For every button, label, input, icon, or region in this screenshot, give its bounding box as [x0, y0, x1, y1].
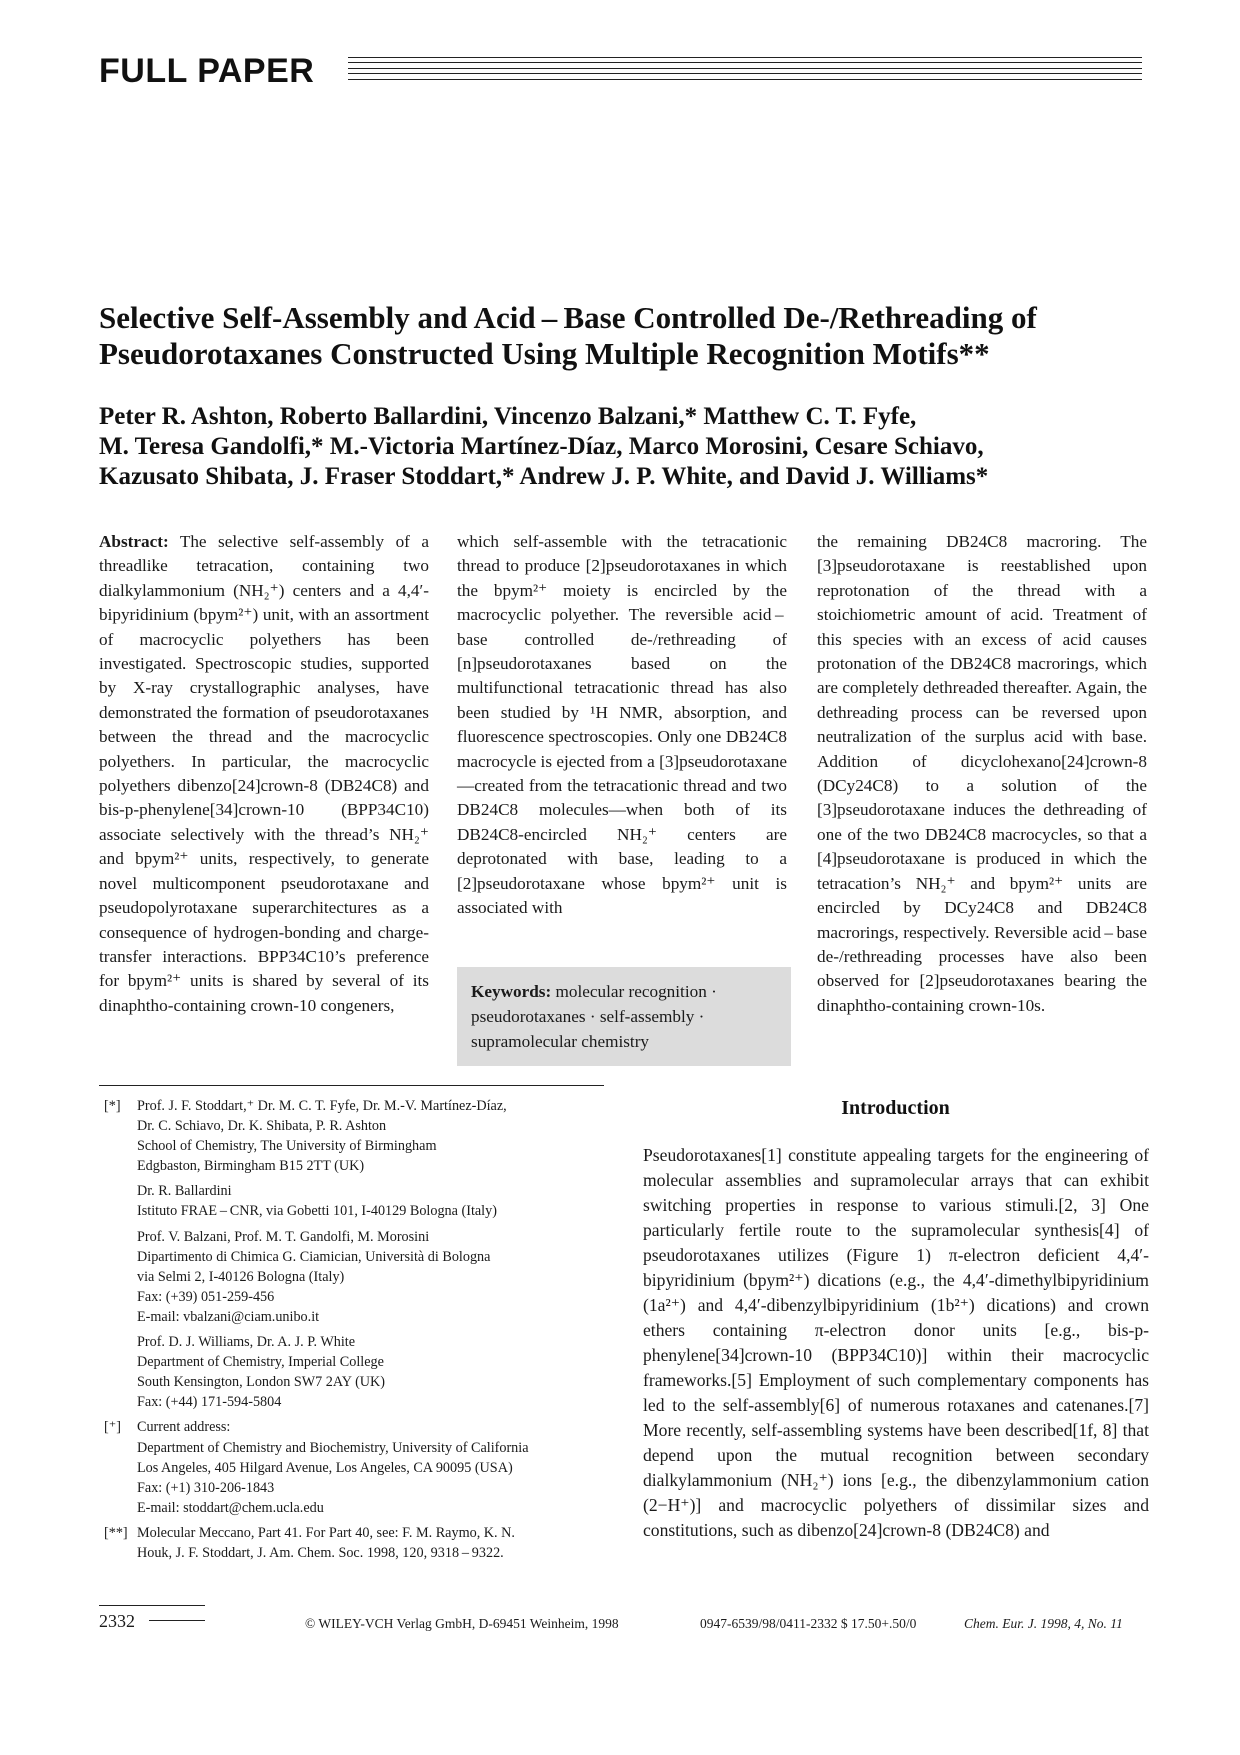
- section-label: FULL PAPER: [99, 52, 315, 90]
- introduction-text: [643, 1143, 1149, 1543]
- footnote-line: Dr. R. Ballardini: [137, 1183, 232, 1200]
- footnote-body: [137, 1523, 619, 1563]
- keywords-label: Keywords:: [471, 982, 552, 1001]
- footnote-line: Dipartimento di Chimica G. Ciamician, Università di Bologna: [137, 1248, 491, 1265]
- footnote-line: Houk, J. F. Stoddart, J. Am. Chem. Soc. 1998, 120, 9318 – 9322.: [137, 1544, 504, 1561]
- abstract-text: which self-assemble with the tetracationic thread to produce [2]pseudorotaxanes in which the bpym²⁺ moiety is encircled by the macrocyclic polyether. The reversible acid – base controlled de-/rethreading of [n]pseudorotaxanes based on the multifunctional tetracationic thread has also been studied by ¹H NMR, absorption, and fluorescence spectroscopies. Only one DB24C8 macrocycle is ejected from a [3]pseudorotaxane—created from the tetracationic thread and two DB24C8 molecules—when both of its DB24C8-encircled NH₂⁺ centers are deprotonated with base, leading to a [2]pseudorotaxane whose bpym²⁺ unit is associated with: [457, 532, 787, 918]
- footnote-line: Edgbaston, Birmingham B15 2TT (UK): [137, 1158, 365, 1175]
- footnote-line: Fax: (+44) 171-594-5804: [137, 1394, 282, 1411]
- footnote-body: [137, 1096, 619, 1412]
- footnote-line: Los Angeles, 405 Hilgard Avenue, Los Angeles, CA 90095 (USA): [137, 1459, 513, 1476]
- footnotes: [99, 1096, 619, 1568]
- issn-line: 0947-6539/98/0411-2332 $ 17.50+.50/0: [700, 1616, 917, 1631]
- paper-title: Selective Self-Assembly and Acid – Base Controlled De-/Rethreading of Pseudorotaxanes Constructed Using Multiple Recognition Motifs**: [99, 300, 1037, 371]
- footnote-line: E-mail: vbalzani@ciam.unibo.it: [137, 1308, 320, 1325]
- page-number: 2332: [99, 1611, 135, 1631]
- author-list: [99, 402, 1149, 492]
- footnote-mark: [**]: [104, 1524, 128, 1541]
- introduction-heading: Introduction: [841, 1097, 950, 1119]
- footnote-line: Fax: (+39) 051-259-456: [137, 1288, 275, 1305]
- abstract-text: The selective self-assembly of a threadlike tetracation, containing two dialkylammonium (NH₂⁺) centers and a 4,4′-bipyridinium (bpym²⁺) unit, with an assortment of macrocyclic polyethers has been investigated. Spectroscopic studies, supported by X-ray crystallographic analyses, have demonstrated the formation of pseudorotaxanes between the thread and the macrocyclic polyethers. In particular, the macrocyclic polyethers dibenzo[24]crown-8 (DB24C8) and bis-p-phenylene[34]crown-10 (BPP34C10) associate selectively with the thread’s NH₂⁺ and bpym²⁺ units, respectively, to generate novel multicomponent pseudorotaxane and pseudopolyrotaxane superarchitectures as a consequence of hydrogen-bonding and charge-transfer interactions. BPP34C10’s preference for bpym²⁺ units is shared by several of its dinaphtho-containing crown-10 congeners,: [99, 532, 429, 1015]
- keywords-box: [457, 967, 791, 1066]
- author-line: Peter R. Ashton, Roberto Ballardini, Vincenzo Balzani,* Matthew C. T. Fyfe,: [99, 403, 917, 430]
- footnote-line: Dr. C. Schiavo, Dr. K. Shibata, P. R. Ashton: [137, 1118, 387, 1135]
- header-rules: [348, 57, 1142, 85]
- abstract-column-3: [817, 530, 1147, 1018]
- footnote-line: Prof. J. F. Stoddart,⁺ Dr. M. C. T. Fyfe, Dr. M.-V. Martínez-Díaz,: [137, 1098, 507, 1114]
- footnote-mark: [*]: [104, 1098, 121, 1114]
- author-line: Kazusato Shibata, J. Fraser Stoddart,* Andrew J. P. White, and David J. Williams*: [99, 463, 989, 490]
- footnote-line: Istituto FRAE – CNR, via Gobetti 101, I-40129 Bologna (Italy): [137, 1203, 497, 1220]
- abstract-label: Abstract:: [99, 532, 169, 551]
- footnote: [99, 1417, 619, 1517]
- footnote-line: Prof. V. Balzani, Prof. M. T. Gandolfi, M. Morosini: [137, 1228, 430, 1245]
- footnote-mark: [⁺]: [104, 1419, 121, 1436]
- footnote-line: Department of Chemistry, Imperial College: [137, 1354, 384, 1371]
- footnote-line: Fax: (+1) 310-206-1843: [137, 1479, 275, 1496]
- footnote-line: E-mail: stoddart@chem.ucla.edu: [137, 1499, 324, 1516]
- abstract-column-1: [99, 530, 429, 1018]
- footnote-body: [137, 1417, 619, 1517]
- abstract-column-2: [457, 530, 787, 921]
- introduction-paragraph: Pseudorotaxanes[1] constitute appealing targets for the engineering of molecular assemblies and supramolecular arrays that can exhibit switching properties in response to various stimuli.[2, 3] One particularly fertile route to the supramolecular synthesis[4] of pseudorotaxanes utilizes (Figure 1) π-electron deficient 4,4′-bipyridinium (bpym²⁺) dications (e.g., the 4,4′-dimethylbipyridinium (1a²⁺) and 4,4′-dibenzylbipyridinium (1b²⁺) dications) and crown ethers containing π-electron donor units [e.g., bis-p-phenylene[34]crown-10 (BPP34C10)] within their macrocyclic frameworks.[5] Employment of such complementary components has led to the self-assembly[6] of numerous rotaxanes and catenanes.[7] More recently, self-assembling systems have been described[1f, 8] that depend upon the mutual recognition between secondary dialkylammonium (NH₂⁺) ions [e.g., the dibenzylammonium cation (2−H⁺)] and macrocyclic polyethers of dissimilar sizes and constitutions, such as dibenzo[24]crown-8 (DB24C8) and: [643, 1145, 1149, 1540]
- footnote: [99, 1096, 619, 1412]
- footnote-line: Department of Chemistry and Biochemistry, University of California: [137, 1439, 529, 1456]
- keywords-text: molecular recognition · pseudorotaxanes · self-assembly · supramolecular chemistry: [471, 982, 717, 1051]
- footnote-divider: [99, 1085, 604, 1086]
- author-line: M. Teresa Gandolfi,* M.-Victoria Martínez-Díaz, Marco Morosini, Cesare Schiavo,: [99, 433, 984, 460]
- page-number-rule: [99, 1605, 205, 1606]
- footnote-line: via Selmi 2, I-40126 Bologna (Italy): [137, 1268, 345, 1285]
- footnote: [99, 1523, 619, 1563]
- footnote-line: School of Chemistry, The University of Birmingham: [137, 1138, 437, 1155]
- footnote-line: Prof. D. J. Williams, Dr. A. J. P. White: [137, 1334, 356, 1351]
- footnote-line: Current address:: [137, 1419, 231, 1436]
- abstract-text: the remaining DB24C8 macroring. The [3]pseudorotaxane is reestablished upon reprotonation of the thread with a stoichiometric amount of acid. Treatment of this species with an excess of acid causes protonation of the DB24C8 macrorings, which are completely dethreaded thereafter. Again, the dethreading process can be reversed upon neutralization of the surplus acid with base. Addition of dicyclohexano[24]crown-8 (DCy24C8) to a solution of the [3]pseudorotaxane induces the dethreading of one of the two DB24C8 macrocycles, so that a [4]pseudorotaxane is produced in which the tetracation’s NH₂⁺ and bpym²⁺ units are encircled by DCy24C8 and DB24C8 macrorings, respectively. Reversible acid – base de-/rethreading processes have also been observed for [2]pseudorotaxanes bearing the dinaphtho-containing crown-10s.: [817, 532, 1147, 1015]
- journal-citation: Chem. Eur. J. 1998, 4, No. 11: [964, 1616, 1123, 1631]
- footnote-line: South Kensington, London SW7 2AY (UK): [137, 1374, 386, 1391]
- footnote-line: Molecular Meccano, Part 41. For Part 40, see: F. M. Raymo, K. N.: [137, 1524, 515, 1541]
- page-number-rule: [149, 1620, 205, 1621]
- copyright-notice: © WILEY-VCH Verlag GmbH, D-69451 Weinheim, 1998: [305, 1616, 619, 1631]
